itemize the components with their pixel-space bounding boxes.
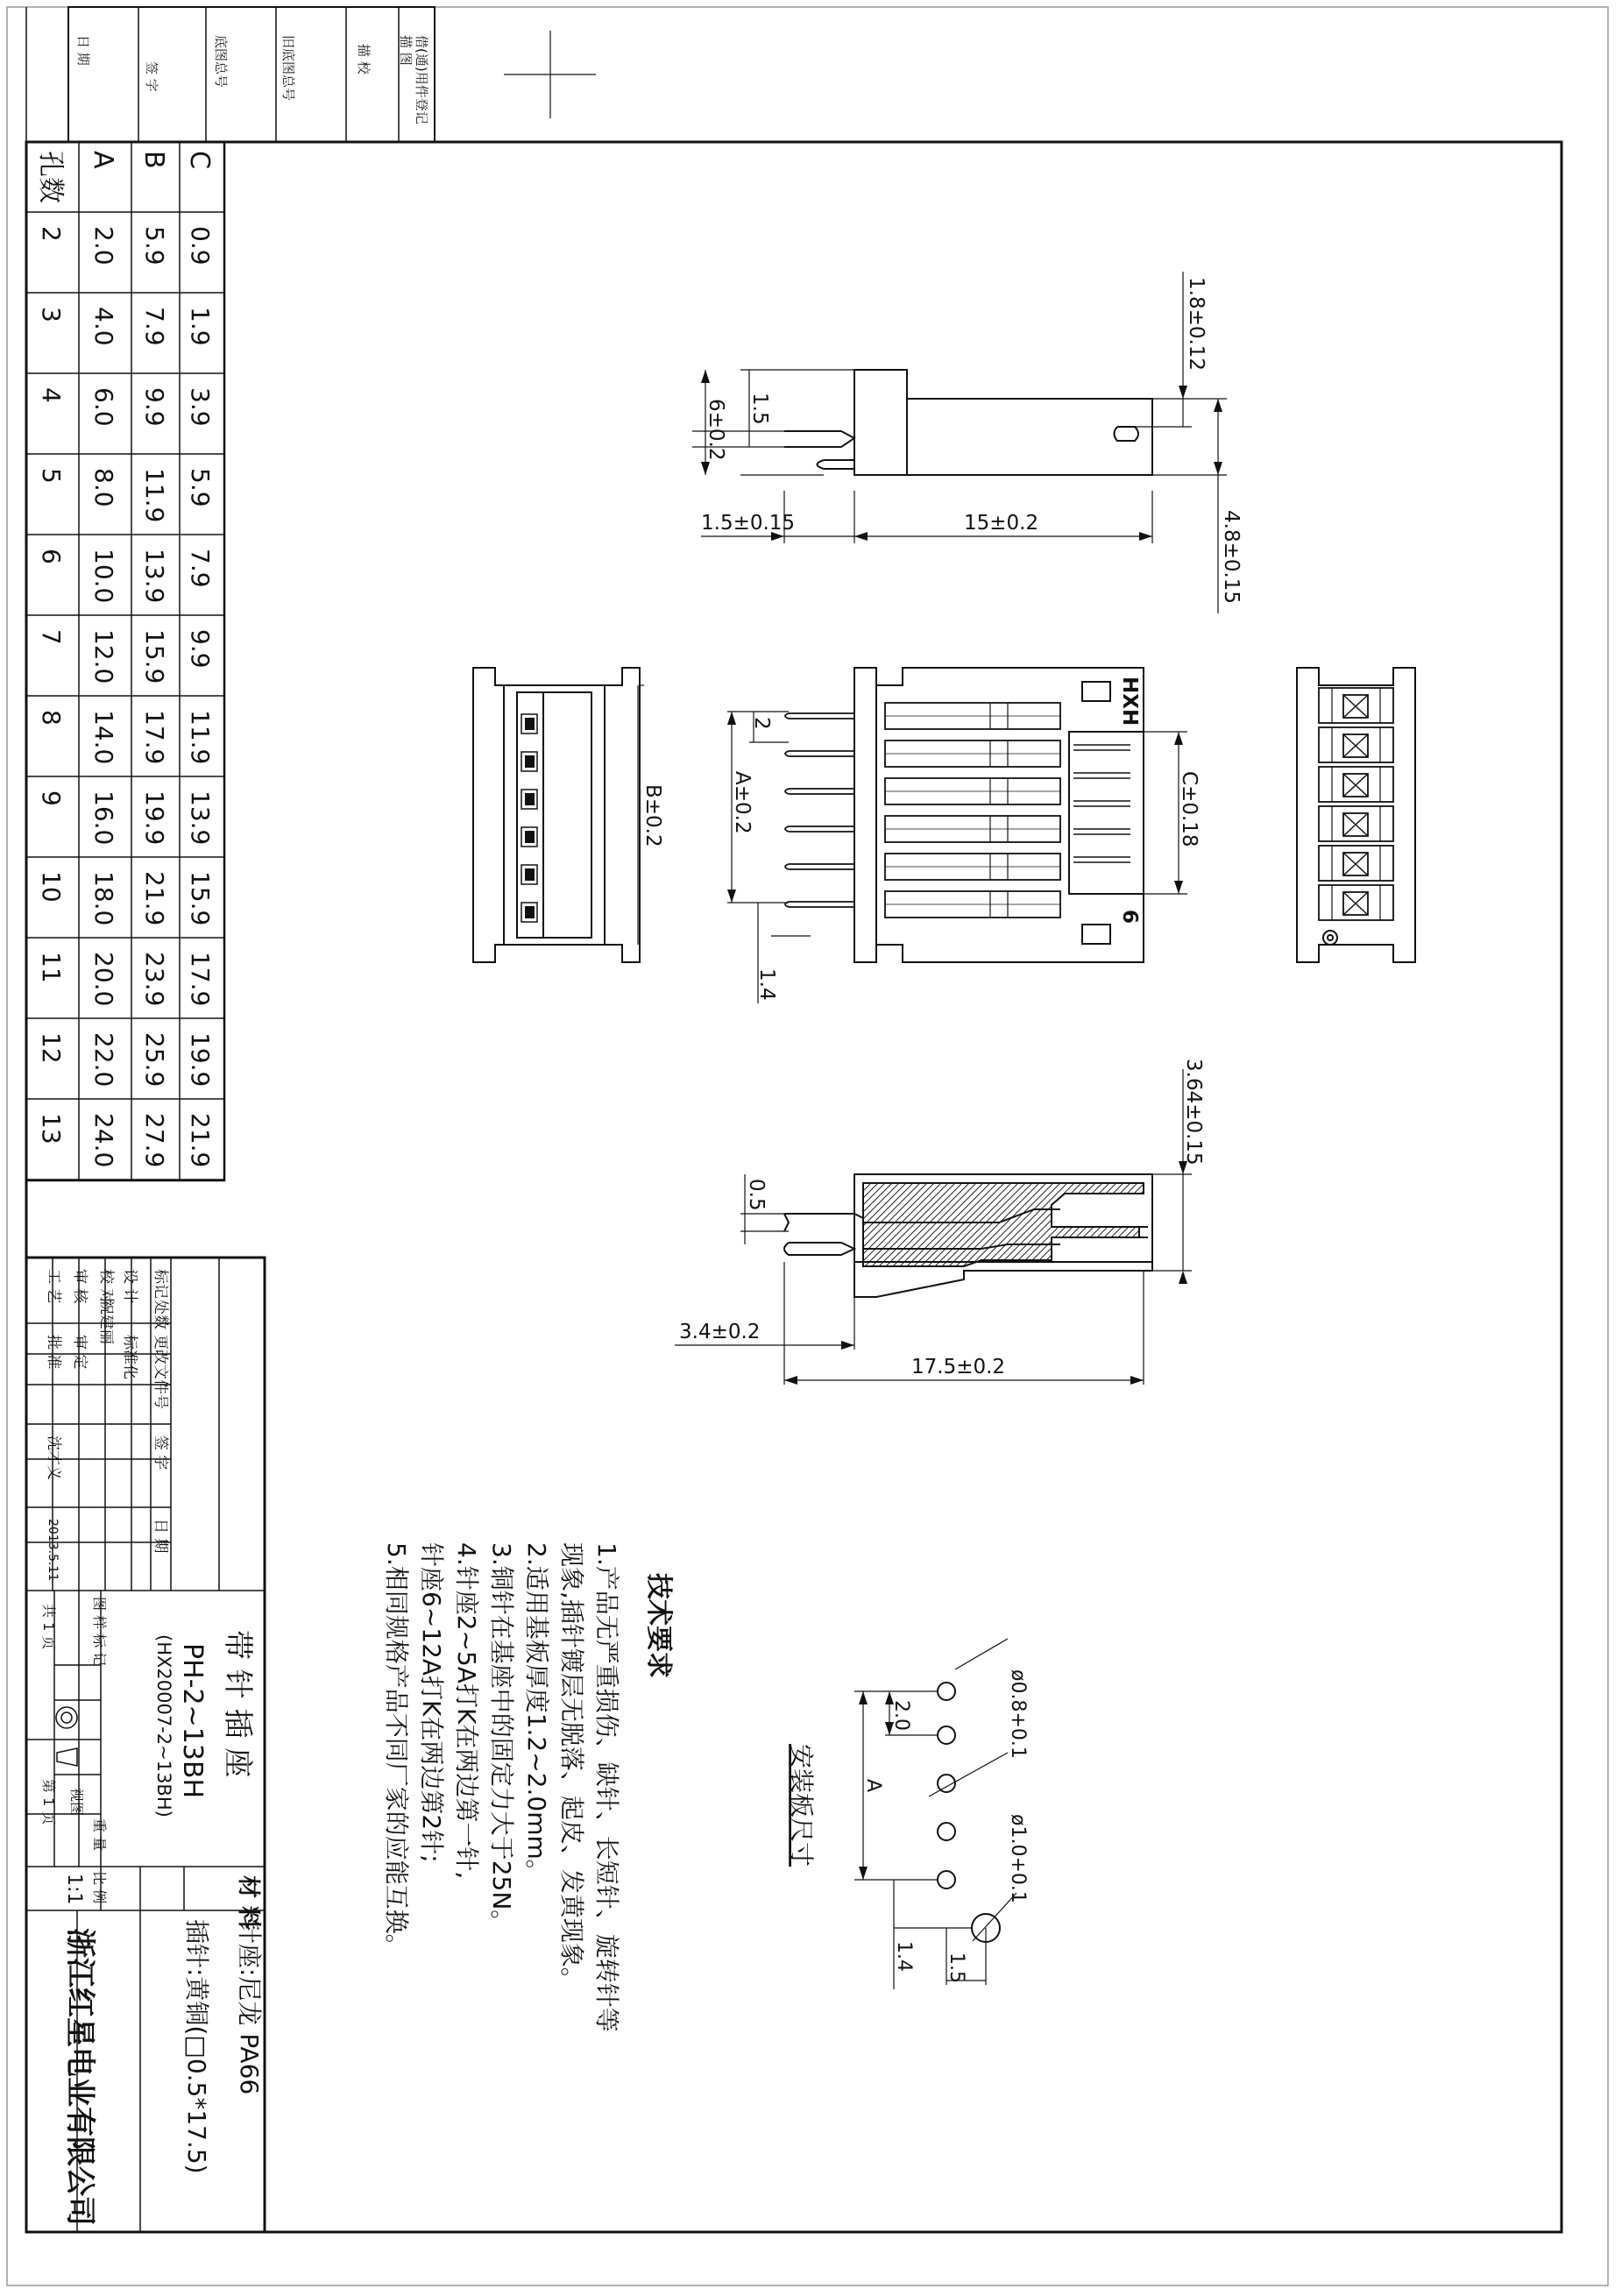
dim-label: 1.4 [755, 968, 778, 1001]
table-cell: 3.9 [186, 387, 215, 427]
dim-label: 15±0.2 [964, 512, 1039, 535]
material-line: 针座:尼龙 PA66 [235, 1919, 264, 2095]
dim-label: 1.5±0.15 [701, 512, 796, 535]
sign-header: 签 字 [152, 1435, 169, 1470]
technical-requirements [382, 1542, 674, 2032]
company-name: 浙江红星电业有限公司 [62, 1928, 97, 2226]
dim-label: 0.5 [745, 1179, 768, 1211]
scale-value: 1:1 [63, 1874, 85, 1905]
view-label: 视图 [68, 1788, 85, 1817]
table-cell: 14.0 [89, 710, 118, 765]
table-header: B [138, 151, 169, 169]
tech-item: 4.针座2~5A打K在两边第一针, [452, 1542, 481, 1880]
revision-label: 底图总号 [213, 35, 229, 89]
table-cell: 22.0 [89, 1032, 118, 1088]
table-cell: 15.9 [140, 629, 169, 684]
revision-label: 日 期 [75, 35, 91, 66]
table-cell: 25.9 [140, 1032, 169, 1088]
mounting-panel [787, 1639, 1029, 1989]
sign-header: 更改文件号 [152, 1335, 169, 1409]
dim-label: B±0.2 [641, 784, 664, 847]
sign-cell: 审 定 [71, 1335, 89, 1370]
table-cell: 10 [37, 871, 66, 903]
mark-label: 图 样 标 记 [91, 1597, 108, 1667]
table-cell: 15.9 [186, 871, 215, 926]
dim-label: 1.8±0.12 [1185, 277, 1208, 372]
dim-label: 3.4±0.2 [679, 1321, 761, 1343]
table-cell: 5.9 [186, 468, 215, 507]
table-cell: 18.0 [89, 871, 118, 926]
revision-block [26, 7, 596, 142]
table-header: A [88, 151, 118, 169]
tech-title: 技术要求 [643, 1573, 674, 1678]
side-view [692, 272, 1227, 613]
table-cell: 0.9 [186, 226, 215, 266]
end-view-right [1297, 668, 1415, 962]
dim-label: A [862, 1779, 884, 1793]
table-cell: 24.0 [89, 1113, 118, 1168]
title-block [26, 1258, 265, 2232]
table-cell: 17.9 [140, 710, 169, 765]
product-model: PH-2~13BH [177, 1643, 208, 1799]
table-cell: 7 [37, 629, 66, 645]
sheet-number: 第 1 页 [40, 1779, 57, 1825]
table-cell: 12.0 [89, 629, 118, 684]
sign-cell: 标准化 [121, 1335, 138, 1379]
revision-label: 签 字 [144, 61, 159, 92]
table-cell: 9.9 [140, 387, 169, 427]
table-cell: 9 [37, 790, 66, 806]
sign-cell: 设 计 [121, 1269, 138, 1304]
material-line: 插针:黄铜(□0.5*17.5) [182, 1919, 211, 2174]
sheets-total: 共 1 页 [40, 1604, 57, 1650]
table-cell: 5.9 [140, 226, 169, 266]
table-cell: 7.9 [186, 549, 215, 588]
sign-cell: 校 对 [97, 1269, 115, 1304]
dim-label: ø0.8+0.1 [1007, 1669, 1029, 1759]
table-cell: 7.9 [140, 307, 169, 346]
table-cell: 10.0 [89, 549, 118, 604]
table-header: C [184, 151, 215, 169]
product-name: 带 针 插 座 [220, 1630, 255, 1778]
sign-header: 标记 [152, 1269, 169, 1299]
table-cell: 27.9 [140, 1113, 169, 1168]
material-label: 材 料 [235, 1875, 261, 1930]
dim-label: 3.64±0.15 [1182, 1059, 1205, 1166]
table-cell: 12 [37, 1032, 66, 1064]
tech-item: 2.适用基板厚度1.2~2.0mm。 [522, 1542, 551, 1884]
dim-label: 1.5 [748, 393, 771, 425]
sign-cell: 沈才义 [45, 1435, 62, 1480]
mark-label: 比 例 [91, 1871, 108, 1904]
table-cell: 3 [37, 307, 66, 322]
tech-item: 针座6~12A打K在两边第2针; [417, 1542, 446, 1863]
revision-label: 描 图 [398, 35, 414, 66]
dim-label: ø1.0+0.1 [1007, 1814, 1029, 1903]
brand-mark: HXH [1118, 677, 1141, 726]
table-cell: 9.9 [186, 629, 215, 669]
dim-label: 17.5±0.2 [911, 1356, 1006, 1378]
dim-label: 4.8±0.15 [1220, 510, 1243, 605]
dim-label: A±0.2 [731, 771, 754, 834]
table-cell: 19.9 [140, 790, 169, 846]
table-cell: 2 [37, 226, 66, 242]
table-cell: 21.9 [186, 1113, 215, 1168]
dim-label: C±0.18 [1178, 771, 1201, 847]
revision-label: 借(通)用件登记 [414, 35, 429, 124]
table-cell: 1.9 [186, 307, 215, 346]
table-cell: 21.9 [140, 871, 169, 926]
table-cell: 19.9 [186, 1032, 215, 1088]
table-cell: 11.9 [140, 468, 169, 523]
table-cell: 4.0 [89, 307, 118, 346]
table-cell: 20.0 [89, 952, 118, 1007]
dim-label: 2.0 [890, 1700, 912, 1731]
sign-cell: 批 准 [45, 1335, 62, 1370]
projection-symbol [56, 1707, 77, 1766]
dim-label: 1.5 [946, 1952, 967, 1983]
table-cell: 5 [37, 468, 66, 484]
tech-item: 1.产品无严重损伤、缺针、长短针、旋转针等 [592, 1542, 621, 2032]
sign-cell: 审 核 [71, 1269, 89, 1304]
dim-label: 2 [750, 717, 773, 730]
table-cell: 13 [37, 1113, 66, 1144]
tech-item: 现象,插针镀层无脱落、起皮、发黄现象。 [557, 1542, 586, 1992]
tech-item: 3.铜针在基座中的固定力大于25N。 [487, 1542, 516, 1935]
table-header: 孔数 [35, 151, 66, 203]
table-cell: 6 [37, 549, 66, 564]
table-cell: 4 [37, 387, 66, 403]
dim-label: 1.4 [893, 1941, 915, 1972]
product-model-sub: (HX20007-2~13BH) [153, 1634, 174, 1818]
sign-cell: 祝建丽 [97, 1300, 115, 1344]
table-cell: 11.9 [186, 710, 215, 765]
table-cell: 17.9 [186, 952, 215, 1007]
sign-header: 日 期 [152, 1519, 169, 1554]
table-cell: 13.9 [186, 790, 215, 846]
table-cell: 13.9 [140, 549, 169, 604]
dim-label: 6±0.2 [705, 399, 727, 461]
table-cell: 2.0 [89, 226, 118, 266]
hole-count-table [26, 142, 224, 1180]
table-cell: 8 [37, 710, 66, 726]
end-view-left [473, 668, 644, 962]
mount-title: 安装板尺寸 [787, 1744, 816, 1867]
sign-cell: 工 艺 [45, 1269, 62, 1304]
revision-label: 描 校 [356, 44, 372, 74]
count-mark: 6 [1118, 910, 1141, 925]
table-cell: 6.0 [89, 387, 118, 427]
table-cell: 11 [37, 952, 66, 983]
mark-label: 重 量 [91, 1818, 108, 1852]
table-cell: 8.0 [89, 468, 118, 507]
table-cell: 23.9 [140, 952, 169, 1007]
tech-item: 5.相同规格产品不同厂家的应能互换。 [382, 1542, 411, 1959]
sign-cell: 2013.5.11 [46, 1519, 60, 1582]
sign-header: 处数 [152, 1300, 169, 1329]
revision-label: 旧底图总号 [280, 35, 296, 102]
table-cell: 16.0 [89, 790, 118, 846]
